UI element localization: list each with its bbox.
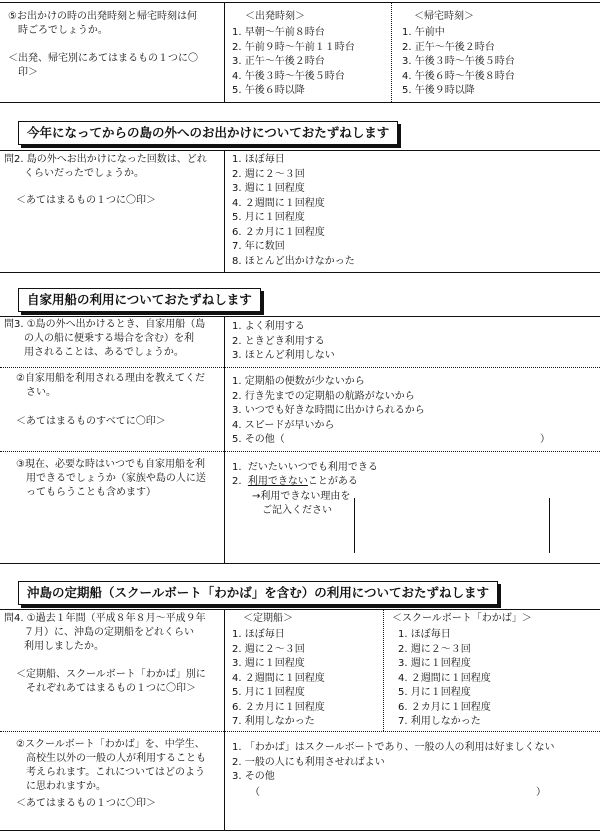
q3-1-question: 問3. ①島の外へ出かけるとき、自家用船（島 の人の船に便乗する場合を含む）を利 用されることは、あるでしょうか。: [4, 319, 206, 358]
option-text: ことがある: [307, 476, 358, 487]
q2-question: 問2. 島の外へお出かけになった回数は、どれ くらいだったでしょうか。: [4, 154, 207, 179]
option[interactable]: 2. 午前９時～午前１１時台: [232, 41, 355, 53]
q5-bottom-rule: [0, 102, 600, 103]
option[interactable]: 4. 午後６時～午後８時台: [402, 70, 515, 82]
option[interactable]: 5. 月に１回程度: [232, 687, 305, 698]
option[interactable]: 1. ほぼ毎日: [398, 629, 451, 640]
option[interactable]: 4. ２週間に１回程度: [232, 197, 325, 209]
q3-top-rule: [0, 316, 600, 317]
q5-question: ⑤お出かけの時の出発時刻と帰宅時刻は何 時ごろでしょうか。: [8, 11, 197, 36]
q3-2-question: ②自家用船を利用される理由を教えてくだ さい。: [16, 373, 205, 398]
option[interactable]: 1. ほぼ毎日: [232, 629, 285, 640]
option[interactable]: 2. ときどき利用する: [232, 335, 325, 347]
option[interactable]: 1. 定期船の便数が少ないから: [232, 376, 365, 387]
option[interactable]: 8. ほとんど出かけなかった: [232, 255, 355, 267]
regular-boat-options: [232, 628, 325, 730]
q2-divider: [224, 150, 225, 272]
option[interactable]: 2. 週に２～３回: [398, 643, 471, 655]
q3-2-other-close: ）: [540, 434, 550, 445]
option[interactable]: 5. 午後９時以降: [402, 85, 475, 96]
option[interactable]: 3. 午後３時～午後５時台: [402, 56, 515, 67]
option[interactable]: 1. 早朝～午前８時台: [232, 27, 325, 38]
q5-instruction: ＜出発、帰宅別にあてはまるもの１つに〇 印＞: [8, 53, 198, 78]
q3-bottom-rule: [0, 563, 600, 564]
option[interactable]: 7. 利用しなかった: [232, 716, 315, 727]
option[interactable]: 3. 正午～午後２時台: [232, 56, 325, 67]
q2-top-rule: [0, 150, 600, 151]
q3-3-reason-box[interactable]: [354, 498, 550, 553]
section2-title: 今年になってからの島の外へのお出かけについておたずねします: [18, 121, 398, 145]
underlined-text: 利用できない: [247, 476, 308, 487]
q3-3-option-2[interactable]: [232, 475, 358, 489]
option[interactable]: 3. ほとんど利用しない: [232, 350, 335, 361]
q3-1-options: [232, 320, 335, 364]
section4-title: 沖島の定期船（スクールボート「わかば」を含む）の利用についておたずねします: [18, 581, 498, 605]
top-rule: [0, 2, 600, 3]
option[interactable]: 1. 午前中: [402, 27, 445, 38]
section3-title: 自家用船の利用についておたずねします: [18, 288, 261, 312]
option[interactable]: 1. 「わかば」はスクールボートであり、一般の人の利用は好ましくない: [232, 742, 555, 753]
q4-bottom-rule: [0, 830, 600, 831]
q4-1-instruction: ＜定期船、スクールボート「わかば」別に それぞれあてはまるもの１つに〇印＞: [16, 669, 206, 694]
option[interactable]: 7. 年に数回: [232, 241, 285, 252]
q4-1-question: 問4. ①過去１年間（平成８年８月～平成９年 ７月）に、沖島の定期船をどれくらい 利用しましたか。: [4, 613, 206, 652]
option[interactable]: 2. 行き先までの定期船の航路がないから: [232, 390, 415, 402]
option[interactable]: 3. 週に１回程度: [232, 183, 305, 194]
option[interactable]: 5. 月に１回程度: [232, 212, 305, 223]
regular-boat-header: ＜定期船＞: [243, 613, 293, 624]
q3-3-option-1[interactable]: 1. だいたいいつでも利用できる: [232, 462, 378, 473]
q4-top-rule: [0, 609, 600, 610]
q2-instruction: ＜あてはまるもの１つに〇印＞: [16, 195, 156, 206]
q5-departure-options: [232, 26, 355, 99]
q2-options: [232, 153, 355, 269]
option[interactable]: 5. 午後６時以降: [232, 85, 305, 96]
q3-3-reason-prompt: →利用できない理由を ご記入ください: [252, 491, 351, 516]
option[interactable]: 5. その他（: [232, 434, 285, 445]
q3-divider: [224, 316, 225, 563]
option[interactable]: 6. ２カ月に１回程度: [232, 226, 325, 238]
option[interactable]: 6. ２カ月に１回程度: [398, 701, 491, 713]
q4-2-other-open: （: [250, 787, 260, 798]
option-number: 2.: [232, 476, 248, 487]
q3-1-separator: [0, 367, 600, 368]
q5-divider: [224, 2, 225, 102]
q5-return-header: ＜帰宅時刻＞: [414, 11, 474, 22]
option[interactable]: 6. ２カ月に１回程度: [232, 701, 325, 713]
option[interactable]: 1. ほぼ毎日: [232, 154, 285, 165]
school-boat-options: [398, 628, 491, 730]
q4-1-separator: [0, 731, 600, 732]
option[interactable]: 3. その他: [232, 771, 275, 782]
option[interactable]: 2. 週に２～３回: [232, 643, 305, 655]
q3-2-separator: [0, 451, 600, 452]
q5-departure-header: ＜出発時刻＞: [245, 11, 305, 22]
option[interactable]: 2. 正午～午後２時台: [402, 41, 495, 53]
option[interactable]: 1. よく利用する: [232, 321, 305, 332]
option[interactable]: 4. ２週間に１回程度: [232, 672, 325, 684]
option[interactable]: 2. 一般の人にも利用させればよい: [232, 756, 385, 768]
q4-divider: [224, 609, 225, 830]
q3-3-question: ③現在、必要な時はいつでも自家用船を利 用できるでしょうか（家族や島の人に送 ってもらうことも含めます）: [16, 459, 206, 498]
option[interactable]: 4. スピードが早いから: [232, 419, 335, 431]
q3-2-instruction: ＜あてはまるものすべてに〇印＞: [16, 416, 166, 427]
option[interactable]: 2. 週に２～３回: [232, 168, 305, 180]
option[interactable]: 3. 週に１回程度: [232, 658, 305, 669]
option[interactable]: 3. いつでも好きな時間に出かけられるから: [232, 405, 425, 416]
q2-bottom-rule: [0, 272, 600, 273]
q4-2-question: ②スクールボート「わかば」を、中学生、 高校生以外の一般の人が利用することも 考えられます。これについてはどのよう に思われますか。: [16, 739, 206, 792]
q4-2-other-close: ）: [536, 787, 546, 798]
option[interactable]: 5. 月に１回程度: [398, 687, 471, 698]
school-boat-header: ＜スクールボート「わかば」＞: [392, 613, 532, 624]
option[interactable]: 4. ２週間に１回程度: [398, 672, 491, 684]
q5-inner-divider: [391, 2, 392, 102]
option[interactable]: 7. 利用しなかった: [398, 716, 481, 727]
q3-2-options: [232, 375, 425, 448]
q4-2-options: [232, 741, 555, 785]
q5-return-options: [402, 26, 515, 99]
q4-inner-divider: [383, 609, 384, 731]
q4-2-instruction: ＜あてはまるもの１つに〇印＞: [16, 798, 156, 809]
option[interactable]: 4. 午後３時～午後５時台: [232, 70, 345, 82]
option[interactable]: 3. 週に１回程度: [398, 658, 471, 669]
